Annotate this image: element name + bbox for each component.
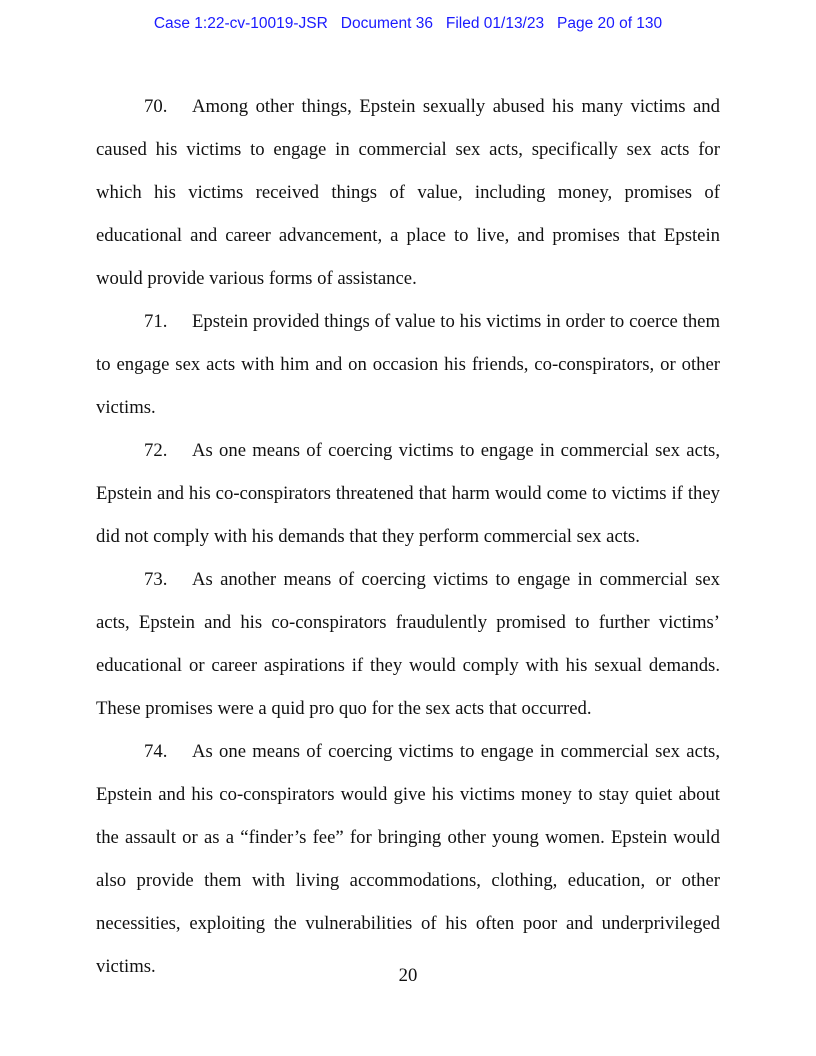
paragraph-71	[96, 300, 720, 429]
paragraph-text: Epstein provided things of value to his victims in order to coerce them to engage sex acts with him and on occasion his friends, co-conspirators, or other victims.	[96, 311, 720, 418]
document-body	[96, 85, 720, 988]
paragraph-number: 74.	[144, 741, 168, 762]
page-number: 20	[398, 965, 418, 986]
paragraph-74	[96, 730, 720, 988]
case-header: Case 1:22-cv-10019-JSR Document 36 Filed 01/13/23 Page 20 of 130	[153, 15, 663, 32]
paragraph-text: As one means of coercing victims to engage in commercial sex acts, Epstein and his co-conspirators threatened that harm would come to victims if they did not comply with his demands that they perform commercial sex acts.	[96, 440, 720, 547]
paragraph-73	[96, 558, 720, 730]
paragraph-number: 72.	[144, 440, 168, 461]
paragraph-number: 73.	[144, 569, 168, 590]
paragraph-70	[96, 85, 720, 300]
paragraph-text: As one means of coercing victims to engage in commercial sex acts, Epstein and his co-conspirators would give his victims money to stay quiet about the assault or as a “finder’s fee” for bringing other young women. Epstein would also provide them with living accommodations, clothing, education, or other necessities, exploiting the vulnerabilities of his often poor and underprivileged victims.	[96, 741, 720, 977]
paragraph-number: 70.	[144, 96, 168, 117]
paragraph-text: Among other things, Epstein sexually abused his many victims and caused his victims to engage in commercial sex acts, specifically sex acts for which his victims received things of value, including money, promises of educational and career advancement, a place to live, and promises that Epstein would provide various forms of assistance.	[96, 96, 720, 289]
paragraph-text: As another means of coercing victims to engage in commercial sex acts, Epstein and his co-conspirators fraudulently promised to further victims’ educational or career aspirations if they would comply with his sexual demands. These promises were a quid pro quo for the sex acts that occurred.	[96, 569, 720, 719]
paragraph-72	[96, 429, 720, 558]
paragraph-number: 71.	[144, 311, 168, 332]
